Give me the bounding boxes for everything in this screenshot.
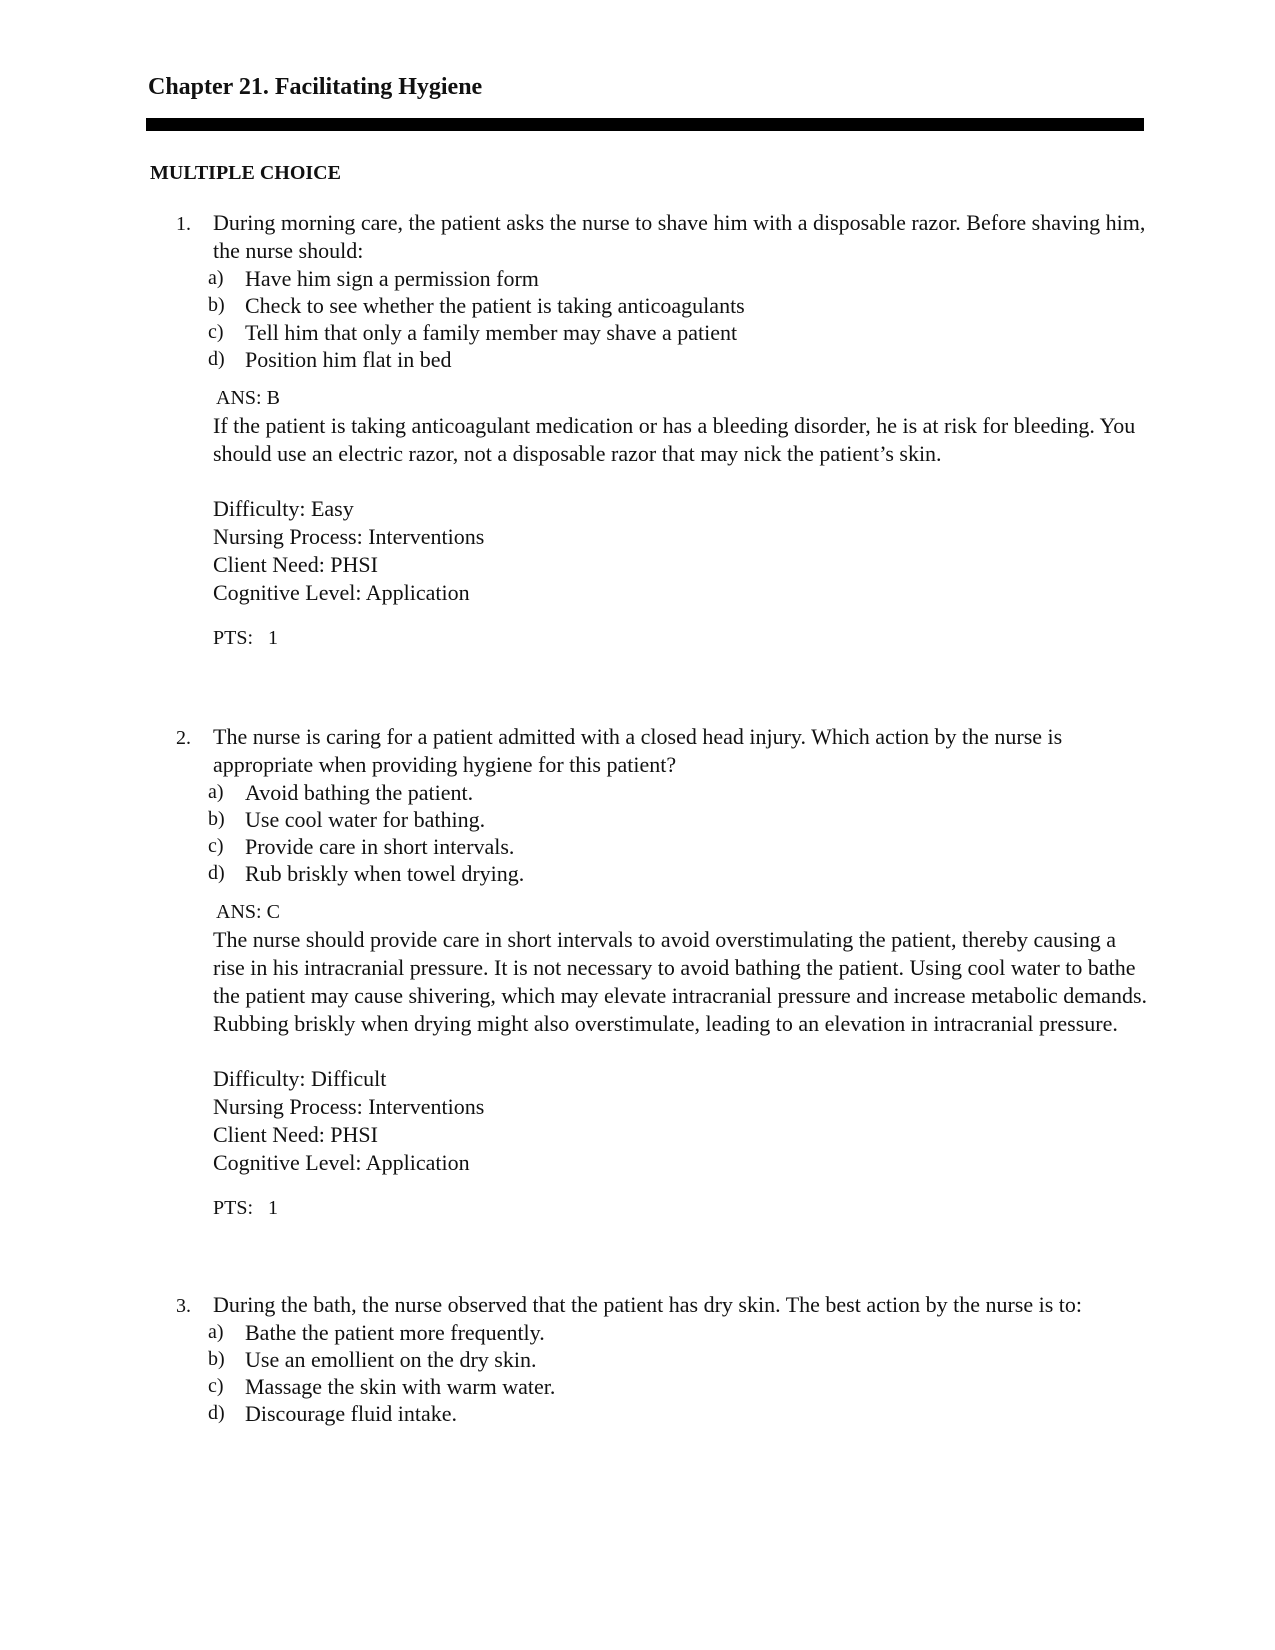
option-a <box>0 265 1275 292</box>
section-heading: MULTIPLE CHOICE <box>150 162 341 184</box>
difficulty: Difficulty: Difficult <box>213 1066 387 1091</box>
points: PTS: 1 <box>213 627 279 649</box>
answer-options <box>0 1319 1275 1427</box>
question-3 <box>0 1291 1275 1427</box>
option-text: Check to see whether the patient is taking anticoagulants <box>245 293 745 318</box>
question-stem: The nurse is caring for a patient admitted with a closed head injury. Which action by the nurse is appropriate when providing hygiene for this patient? <box>213 724 1063 777</box>
option-a <box>0 779 1275 806</box>
answer-block <box>213 385 1148 652</box>
question-1 <box>0 209 1275 652</box>
option-text: Have him sign a permission form <box>245 266 539 291</box>
option-text: Provide care in short intervals. <box>245 834 515 859</box>
option-d <box>0 860 1275 887</box>
answer-options <box>0 779 1275 887</box>
option-text: Position him flat in bed <box>245 347 452 372</box>
question-number: 3. <box>176 1295 191 1317</box>
option-text: Bathe the patient more frequently. <box>245 1320 545 1345</box>
question-2 <box>0 723 1275 1222</box>
difficulty: Difficulty: Easy <box>213 496 354 521</box>
option-text: Avoid bathing the patient. <box>245 780 474 805</box>
option-letter: a) <box>208 1321 224 1343</box>
option-text: Tell him that only a family member may shave a patient <box>245 320 738 345</box>
question-number: 2. <box>176 727 191 749</box>
question-number: 1. <box>176 213 191 235</box>
answer-key: ANS: C <box>216 901 280 923</box>
option-letter: b) <box>208 294 225 316</box>
option-letter: c) <box>208 835 224 857</box>
option-a <box>0 1319 1275 1346</box>
option-letter: a) <box>208 267 224 289</box>
option-letter: b) <box>208 1348 225 1370</box>
nursing-process: Nursing Process: Interventions <box>213 1094 485 1119</box>
cognitive-level: Cognitive Level: Application <box>213 580 470 605</box>
option-letter: a) <box>208 781 224 803</box>
option-c <box>0 1373 1275 1400</box>
option-c <box>0 319 1275 346</box>
option-d <box>0 1400 1275 1427</box>
option-text: Discourage fluid intake. <box>245 1401 457 1426</box>
page-title: Chapter 21. Facilitating Hygiene <box>148 74 483 100</box>
option-letter: b) <box>208 808 225 830</box>
answer-key: ANS: B <box>216 387 280 409</box>
rationale: The nurse should provide care in short intervals to avoid overstimulating the patient, thereby causing a rise in his intracranial pressure. It is not necessary to avoid bathing the patient. Using cool water to bathe the patient may cause shivering, which may elevate intracranial pressure and increase metabolic demands. Rubbing briskly when drying might also overstimulate, leading to an elevation in intracranial pressure. <box>213 927 1148 1036</box>
answer-block <box>213 899 1148 1222</box>
option-text: Use an emollient on the dry skin. <box>245 1347 537 1372</box>
points: PTS: 1 <box>213 1197 279 1219</box>
option-b <box>0 806 1275 833</box>
option-letter: d) <box>208 348 225 370</box>
option-text: Rub briskly when towel drying. <box>245 861 525 886</box>
answer-options <box>0 265 1275 373</box>
title-divider <box>146 118 1144 131</box>
question-stem: During the bath, the nurse observed that the patient has dry skin. The best action by the nurse is to: <box>213 1292 1083 1317</box>
option-b <box>0 292 1275 319</box>
cognitive-level: Cognitive Level: Application <box>213 1150 470 1175</box>
option-letter: d) <box>208 1402 225 1424</box>
question-stem: During morning care, the patient asks the nurse to shave him with a disposable razor. Before shaving him, the nurse should: <box>213 210 1146 263</box>
option-letter: d) <box>208 862 225 884</box>
option-b <box>0 1346 1275 1373</box>
rationale: If the patient is taking anticoagulant medication or has a bleeding disorder, he is at risk for bleeding. You should use an electric razor, not a disposable razor that may nick the patient’s skin. <box>213 413 1136 466</box>
option-text: Use cool water for bathing. <box>245 807 486 832</box>
client-need: Client Need: PHSI <box>213 1122 378 1147</box>
nursing-process: Nursing Process: Interventions <box>213 524 485 549</box>
question-metadata <box>213 495 1148 607</box>
question-metadata <box>213 1065 1148 1177</box>
client-need: Client Need: PHSI <box>213 552 378 577</box>
option-c <box>0 833 1275 860</box>
option-letter: c) <box>208 321 224 343</box>
option-letter: c) <box>208 1375 224 1397</box>
option-d <box>0 346 1275 373</box>
option-text: Massage the skin with warm water. <box>245 1374 556 1399</box>
